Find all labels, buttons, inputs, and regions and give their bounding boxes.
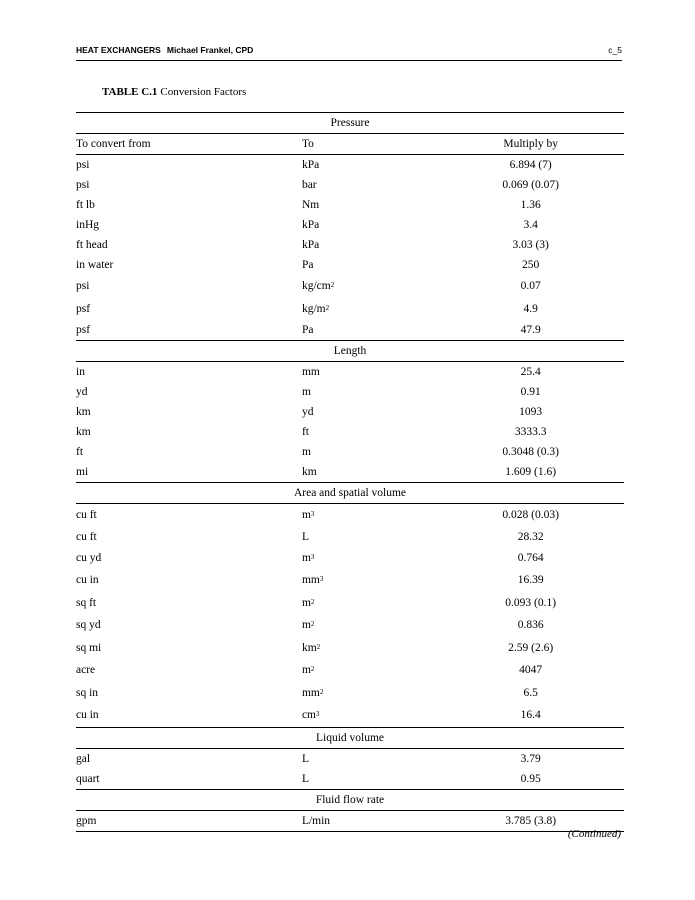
to-unit-cell bbox=[302, 298, 459, 321]
factor-cell: 16.39 bbox=[517, 574, 544, 587]
from-unit-cell: cu in bbox=[76, 574, 99, 587]
to-unit: m bbox=[301, 386, 311, 398]
unit-exponent: 2 bbox=[319, 687, 324, 696]
header-page-number: c_5 bbox=[608, 45, 622, 55]
to-unit-cell bbox=[302, 637, 459, 660]
from-unit-cell: cu ft bbox=[76, 509, 97, 522]
to-unit: mm bbox=[301, 574, 320, 587]
to-unit: cm bbox=[301, 709, 316, 722]
from-unit-cell: ft head bbox=[76, 239, 108, 251]
table-number: TABLE C.1 bbox=[102, 86, 158, 98]
unit-exponent: 3 bbox=[316, 710, 320, 719]
section-header-row bbox=[76, 789, 624, 810]
factor-cell: 1.36 bbox=[520, 199, 541, 211]
to-unit-cell bbox=[302, 422, 459, 442]
table-row bbox=[76, 704, 624, 727]
factor-cell: 0.91 bbox=[520, 386, 541, 398]
table-row bbox=[76, 382, 624, 402]
to-unit-cell bbox=[302, 362, 459, 383]
conversion-table-body bbox=[76, 113, 624, 832]
from-unit-cell: km bbox=[76, 426, 91, 438]
factor-cell: 0.3048 (0.3) bbox=[502, 446, 559, 458]
factor-cell: 250 bbox=[522, 259, 540, 271]
to-unit-cell bbox=[302, 382, 459, 402]
to-unit: ft bbox=[301, 426, 309, 438]
section-header-row bbox=[76, 113, 624, 134]
to-unit-cell bbox=[302, 810, 459, 831]
table-row bbox=[76, 527, 624, 547]
to-unit-cell bbox=[302, 527, 459, 547]
table-row bbox=[76, 769, 624, 790]
to-unit: m bbox=[301, 551, 311, 564]
section-title: Fluid flow rate bbox=[76, 789, 624, 810]
to-unit: L bbox=[301, 772, 309, 785]
column-header-to: To bbox=[302, 134, 459, 155]
table-row bbox=[76, 195, 624, 215]
from-unit-cell: ft bbox=[76, 446, 84, 458]
unit-exponent: 2 bbox=[316, 642, 321, 651]
unit-exponent: 3 bbox=[310, 510, 315, 519]
from-unit-cell: in bbox=[76, 366, 85, 378]
to-unit: km bbox=[301, 641, 317, 654]
to-unit-cell bbox=[302, 547, 459, 570]
table-row bbox=[76, 504, 624, 527]
section-title: Area and spatial volume bbox=[76, 483, 624, 504]
table-title: Conversion Factors bbox=[160, 86, 247, 98]
to-unit-cell bbox=[302, 748, 459, 769]
table-row bbox=[76, 810, 624, 831]
header-book-title: HEAT EXCHANGERS bbox=[76, 45, 161, 55]
running-header bbox=[76, 44, 622, 61]
to-unit-cell bbox=[302, 504, 459, 527]
header-left bbox=[76, 45, 253, 55]
to-unit: m bbox=[301, 596, 311, 609]
factor-cell: 2.59 (2.6) bbox=[508, 641, 554, 654]
to-unit: kg/cm bbox=[301, 280, 331, 293]
table-row bbox=[76, 462, 624, 483]
to-unit-cell bbox=[302, 402, 459, 422]
from-unit-cell: psf bbox=[76, 302, 91, 315]
to-unit-cell bbox=[302, 614, 459, 637]
from-unit-cell: inHg bbox=[76, 219, 99, 231]
from-unit-cell: sq in bbox=[76, 686, 99, 699]
section-header-row bbox=[76, 341, 624, 362]
to-unit: bar bbox=[301, 179, 317, 191]
factor-cell: 0.07 bbox=[520, 280, 541, 293]
from-unit-cell: km bbox=[76, 406, 91, 418]
table-row bbox=[76, 362, 624, 383]
to-unit-cell bbox=[302, 235, 459, 255]
factor-cell: 0.093 (0.1) bbox=[505, 596, 557, 609]
to-unit: Pa bbox=[301, 259, 314, 271]
to-unit: kg/m bbox=[301, 302, 326, 315]
table-row bbox=[76, 592, 624, 615]
factor-cell: 28.32 bbox=[517, 530, 544, 543]
to-unit: Pa bbox=[301, 324, 314, 336]
factor-cell: 3.03 (3) bbox=[512, 239, 549, 251]
table-row bbox=[76, 659, 624, 682]
factor-cell: 0.836 bbox=[517, 619, 544, 632]
factor-cell: 0.764 bbox=[517, 551, 544, 564]
table-row bbox=[76, 637, 624, 660]
to-unit: m bbox=[301, 664, 311, 677]
table-row bbox=[76, 320, 624, 341]
column-header-multiply: Multiply by bbox=[459, 134, 624, 155]
factor-cell: 1.609 (1.6) bbox=[505, 466, 557, 478]
to-unit-cell bbox=[302, 195, 459, 215]
conversion-table bbox=[76, 112, 624, 832]
section-header-row bbox=[76, 483, 624, 504]
to-unit: Nm bbox=[301, 199, 320, 211]
to-unit: kPa bbox=[301, 219, 320, 231]
from-unit-cell: psi bbox=[76, 280, 90, 293]
to-unit-cell bbox=[302, 682, 459, 705]
to-unit-cell bbox=[302, 442, 459, 462]
from-unit-cell: acre bbox=[76, 664, 96, 677]
continued-note: (Continued) bbox=[567, 828, 621, 840]
factor-cell: 16.4 bbox=[520, 709, 541, 722]
from-unit-cell: mi bbox=[76, 466, 89, 478]
table-row bbox=[76, 748, 624, 769]
to-unit-cell bbox=[302, 215, 459, 235]
from-unit-cell: quart bbox=[76, 772, 100, 785]
to-unit-cell bbox=[302, 320, 459, 341]
from-unit-cell: cu ft bbox=[76, 530, 97, 543]
factor-cell: 3.785 (3.8) bbox=[459, 810, 624, 831]
factor-cell: 3.4 bbox=[523, 219, 538, 231]
from-unit-cell: gpm bbox=[76, 810, 302, 831]
to-unit-cell bbox=[302, 275, 459, 298]
factor-cell: 4.9 bbox=[523, 302, 538, 315]
to-unit-cell bbox=[302, 255, 459, 275]
factor-cell: 6.894 (7) bbox=[509, 159, 552, 171]
to-unit: L bbox=[301, 530, 309, 543]
to-unit: mm bbox=[301, 686, 320, 699]
section-title: Length bbox=[76, 341, 624, 362]
to-unit: m bbox=[301, 446, 311, 458]
from-unit-cell: psf bbox=[76, 324, 91, 336]
to-unit: kPa bbox=[301, 239, 320, 251]
column-header-row bbox=[76, 134, 624, 155]
to-unit-cell bbox=[302, 155, 459, 176]
from-unit-cell: yd bbox=[76, 386, 88, 398]
to-unit: m bbox=[301, 509, 311, 522]
table-row bbox=[76, 175, 624, 195]
to-unit: L/min bbox=[301, 814, 331, 827]
to-unit: yd bbox=[301, 406, 314, 418]
column-header-from: To convert from bbox=[76, 134, 302, 155]
factor-cell: 47.9 bbox=[520, 324, 541, 336]
factor-cell: 6.5 bbox=[523, 686, 538, 699]
header-author: Michael Frankel, CPD bbox=[166, 45, 254, 55]
unit-exponent: 3 bbox=[319, 575, 324, 584]
table-row bbox=[76, 569, 624, 592]
table-row bbox=[76, 442, 624, 462]
from-unit-cell: sq ft bbox=[76, 596, 97, 609]
to-unit-cell bbox=[302, 769, 459, 790]
unit-exponent: 2 bbox=[330, 281, 335, 290]
from-unit-cell: sq yd bbox=[76, 619, 101, 632]
from-unit-cell: psi bbox=[76, 159, 90, 171]
factor-cell: 4047 bbox=[519, 664, 543, 677]
from-unit-cell: cu yd bbox=[76, 551, 102, 564]
to-unit-cell bbox=[302, 175, 459, 195]
to-unit-cell bbox=[302, 462, 459, 483]
table-row bbox=[76, 215, 624, 235]
unit-exponent: 2 bbox=[310, 665, 315, 674]
factor-cell: 0.069 (0.07) bbox=[502, 179, 559, 191]
table-row bbox=[76, 422, 624, 442]
table-row bbox=[76, 682, 624, 705]
table-row bbox=[76, 614, 624, 637]
to-unit: mm bbox=[301, 366, 320, 378]
table-caption bbox=[102, 86, 246, 98]
to-unit: km bbox=[301, 466, 317, 478]
factor-cell: 0.95 bbox=[520, 772, 541, 785]
factor-cell: 1093 bbox=[519, 406, 543, 418]
unit-exponent: 3 bbox=[310, 552, 315, 561]
table-row bbox=[76, 298, 624, 321]
table-row bbox=[76, 235, 624, 255]
to-unit: m bbox=[301, 619, 311, 632]
to-unit-cell bbox=[302, 592, 459, 615]
table-row bbox=[76, 402, 624, 422]
unit-exponent: 2 bbox=[325, 303, 330, 312]
to-unit-cell bbox=[302, 704, 459, 727]
table-row bbox=[76, 255, 624, 275]
factor-cell: 3333.3 bbox=[514, 426, 547, 438]
to-unit-cell bbox=[302, 659, 459, 682]
to-unit: L bbox=[301, 752, 309, 765]
unit-exponent: 2 bbox=[310, 620, 315, 629]
factor-cell: 25.4 bbox=[520, 366, 541, 378]
to-unit: kPa bbox=[301, 159, 320, 171]
unit-exponent: 2 bbox=[310, 597, 315, 606]
section-title: Pressure bbox=[76, 113, 624, 134]
section-title: Liquid volume bbox=[76, 727, 624, 748]
from-unit-cell: psi bbox=[76, 179, 90, 191]
from-unit-cell: gal bbox=[76, 752, 91, 765]
from-unit-cell: cu in bbox=[76, 709, 99, 722]
factor-cell: 0.028 (0.03) bbox=[502, 509, 559, 522]
table-row bbox=[76, 155, 624, 176]
factor-cell: 3.79 bbox=[520, 752, 541, 765]
from-unit-cell: sq mi bbox=[76, 641, 102, 654]
to-unit-cell bbox=[302, 569, 459, 592]
table-row bbox=[76, 547, 624, 570]
section-header-row bbox=[76, 727, 624, 748]
from-unit-cell: in water bbox=[76, 259, 114, 271]
from-unit-cell: ft lb bbox=[76, 199, 95, 211]
table-row bbox=[76, 275, 624, 298]
